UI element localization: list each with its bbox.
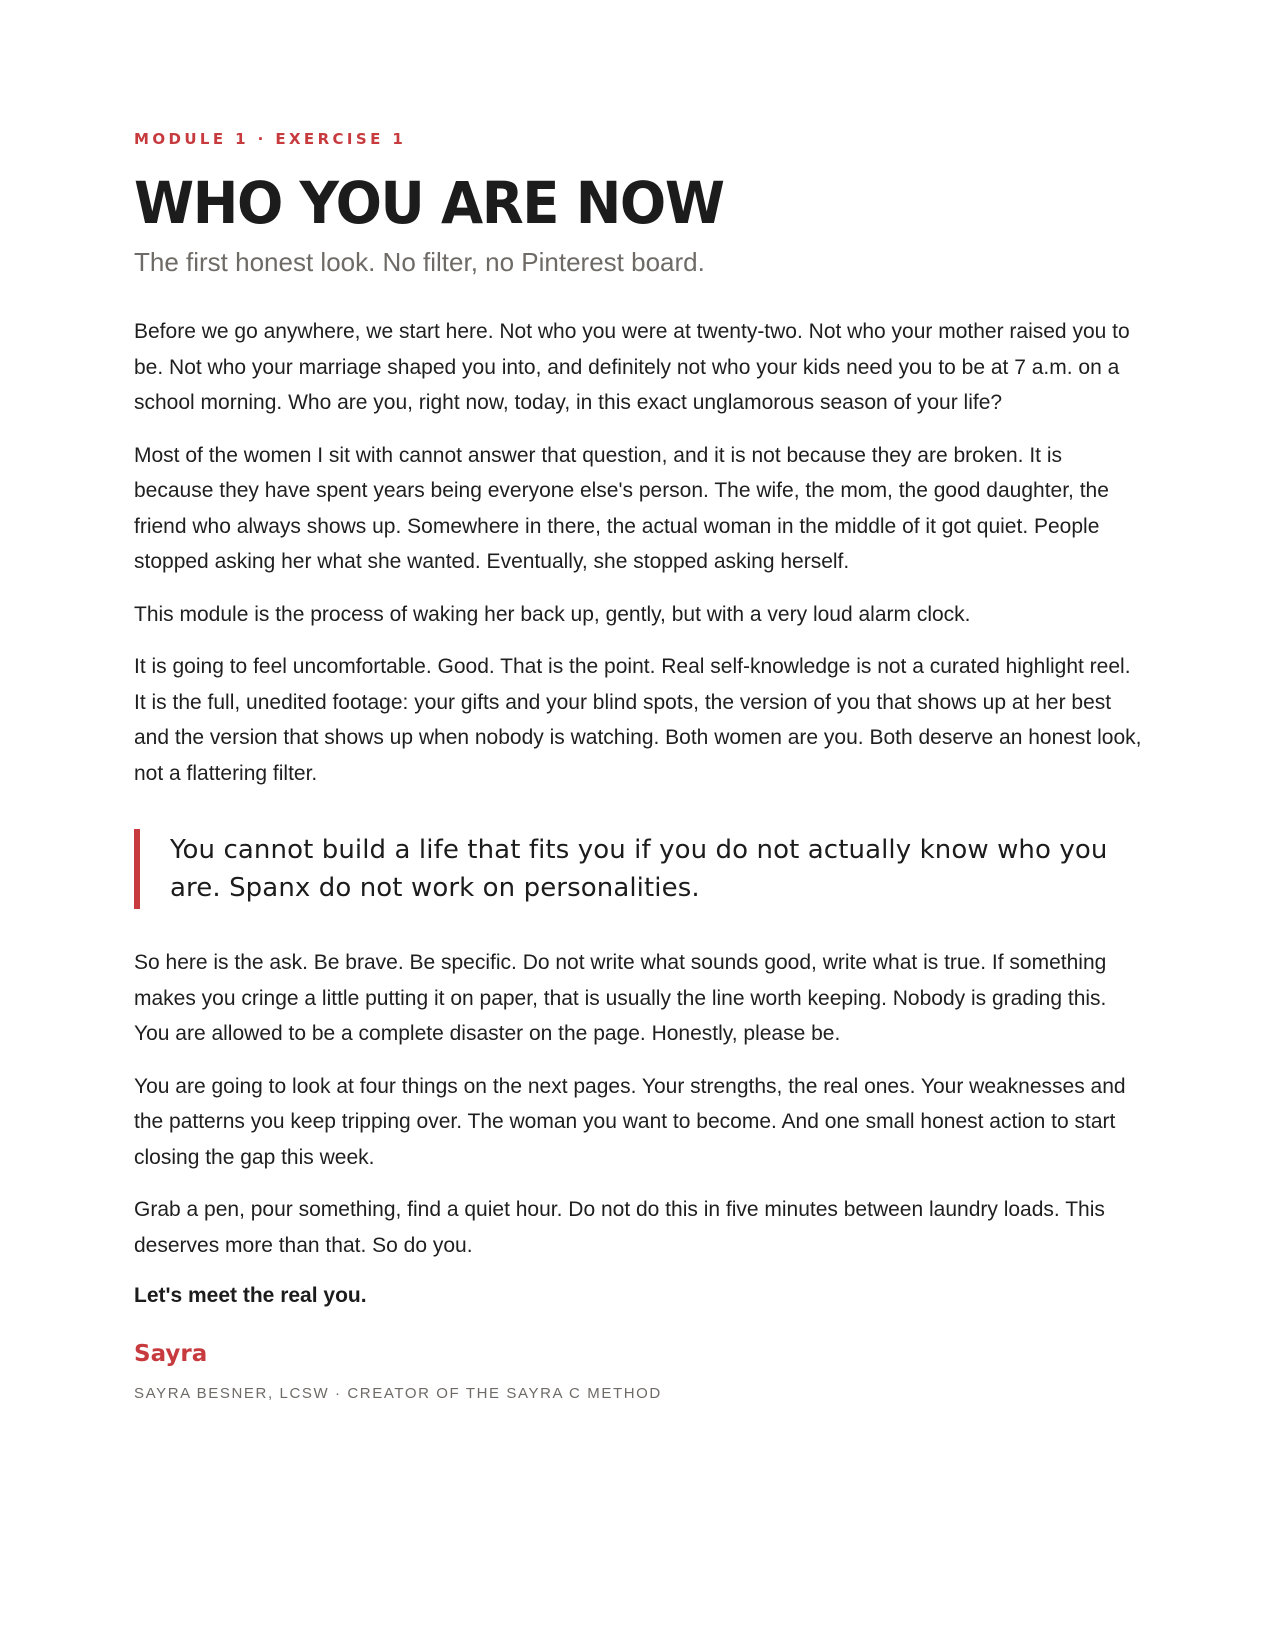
page-title: WHO YOU ARE NOW — [134, 169, 724, 237]
document-page — [134, 126, 1144, 1405]
closing-body — [134, 945, 1144, 1263]
pull-quote — [134, 829, 1144, 909]
body-paragraph: Most of the women I sit with cannot answer that question, and it is not because they are broken. It is because they have spent years being everyone else's person. The wife, the mom, the good daughter, the friend who always shows up. Somewhere in there, the actual woman in the middle of it got quiet. People stopped asking her what she wanted. Eventually, she stopped asking herself. — [134, 443, 1109, 573]
module-eyebrow: MODULE 1 · EXERCISE 1 — [134, 130, 407, 148]
author-signature: Sayra — [134, 1341, 208, 1367]
body-paragraph: This module is the process of waking her back up, gently, but with a very loud alarm clock. — [134, 602, 971, 626]
body-paragraph: You are going to look at four things on the next pages. Your strengths, the real ones. Your weaknesses and the patterns you keep tripping over. The woman you want to become. And one small honest action to start closing the gap this week. — [134, 1074, 1126, 1169]
author-credit: SAYRA BESNER, LCSW · CREATOR OF THE SAYRA C METHOD — [134, 1385, 662, 1402]
body-paragraph: Grab a pen, pour something, find a quiet hour. Do not do this in five minutes between laundry loads. This deserves more than that. So do you. — [134, 1198, 1105, 1257]
page-subtitle: The first honest look. No filter, no Pinterest board. — [134, 247, 705, 277]
intro-body — [134, 314, 1144, 791]
closing-line: Let's meet the real you. — [134, 1284, 367, 1307]
body-paragraph: So here is the ask. Be brave. Be specific. Do not write what sounds good, write what is true. If something makes you cringe a little putting it on paper, that is usually the line worth keeping. Nobody is grading this. You are allowed to be a complete disaster on the page. Honestly, please be. — [134, 951, 1107, 1045]
body-paragraph: Before we go anywhere, we start here. Not who you were at twenty-two. Not who your mother raised you to be. Not who your marriage shaped you into, and definitely not who your kids need you to be at 7 a.m. on a school morning. Who are you, right now, today, in this exact unglamorous season of your life? — [134, 320, 1130, 414]
pull-quote-text: You cannot build a life that fits you if you do not actually know who you are. Spanx do not work on personalities. — [170, 835, 1108, 903]
body-paragraph: It is going to feel uncomfortable. Good. That is the point. Real self-knowledge is not a curated highlight reel. It is the full, unedited footage: your gifts and your blind spots, the version of you that shows up at her best and the version that shows up when nobody is watching. Both women are you. Both deserve an honest look, not a flattering filter. — [134, 655, 1142, 785]
